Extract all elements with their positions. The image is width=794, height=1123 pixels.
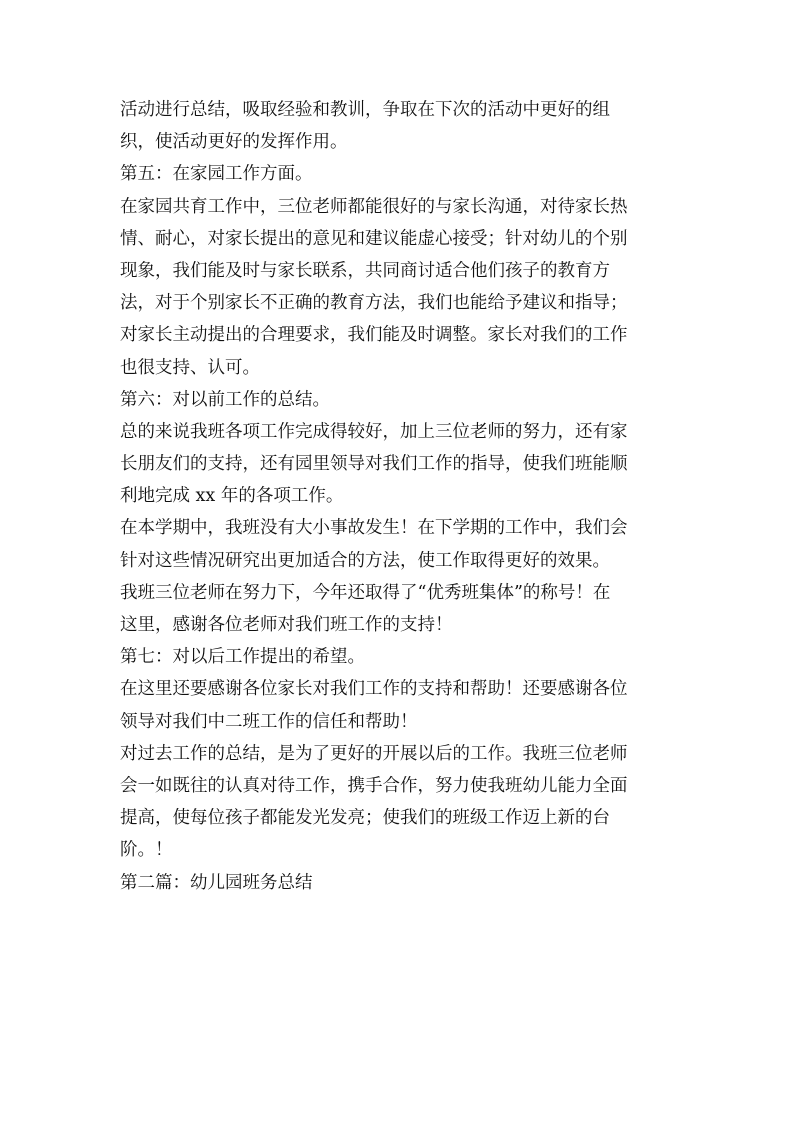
text-line: 活动进行总结，吸取经验和教训，争取在下次的活动中更好的组 [120, 100, 610, 120]
text-line: 现象，我们能及时与家长联系，共同商讨适合他们孩子的教育方 [120, 260, 610, 281]
text-line: 也很支持、认可。 [120, 357, 260, 378]
text-line: 总的来说我班各项工作完成得较好，加上三位老师的努力，还有家 [120, 421, 628, 442]
document-body [120, 94, 680, 899]
text-line: 利地完成 xx 年的各项工作。 [120, 486, 344, 507]
text-line: 在本学期中，我班没有大小事故发生！在下学期的工作中，我们会 [120, 518, 628, 539]
section-heading: 第七：对以后工作提出的希望。 [120, 647, 365, 668]
text-line: 我班三位老师在努力下，今年还取得了“优秀班集体”的称号！在 [120, 582, 611, 603]
section-heading: 第六：对以前工作的总结。 [120, 389, 330, 410]
text-line: 长朋友们的支持，还有园里领导对我们工作的指导，使我们班能顺 [120, 454, 628, 475]
text-line: 领导对我们中二班工作的信任和帮助！ [120, 711, 418, 732]
section-heading: 第五：在家园工作方面。 [120, 164, 313, 185]
text-line: 情、耐心，对家长提出的意见和建议能虚心接受；针对幼儿的个别 [120, 228, 628, 249]
section-heading: 第二篇：幼儿园班务总结 [120, 872, 313, 893]
text-line: 会一如既往的认真对待工作，携手合作，努力使我班幼儿能力全面 [120, 775, 628, 796]
text-line: 针对这些情况研究出更加适合的方法，使工作取得更好的效果。 [120, 550, 610, 571]
text-line: 对家长主动提出的合理要求，我们能及时调整。家长对我们的工作 [120, 325, 628, 346]
text-line: 对过去工作的总结，是为了更好的开展以后的工作。我班三位老师 [120, 743, 628, 764]
text-line: 在这里还要感谢各位家长对我们工作的支持和帮助！还要感谢各位 [120, 679, 628, 700]
text-line: 法，对于个别家长不正确的教育方法，我们也能给予建议和指导； [120, 293, 628, 314]
text-line: 提高，使每位孩子都能发光发亮；使我们的班级工作迈上新的台 [120, 808, 610, 829]
text-line: 织，使活动更好的发挥作用。 [120, 132, 348, 153]
text-line: 在家园共育工作中，三位老师都能很好的与家长沟通，对待家长热 [120, 196, 628, 217]
text-line: 阶。！ [120, 840, 173, 861]
text-line: 这里，感谢各位老师对我们班工作的支持！ [120, 615, 453, 635]
